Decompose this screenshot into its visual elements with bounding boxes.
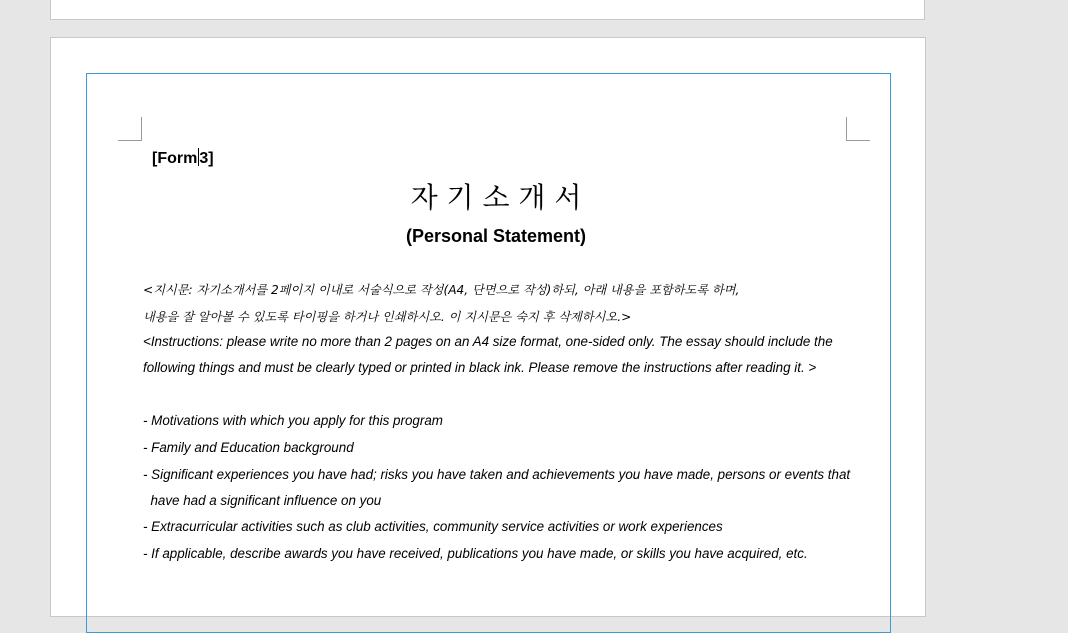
title-korean: 자 기 소 개 서 bbox=[410, 181, 582, 214]
instruction-english-line-1: <Instructions: please write no more than 2 pages on an A4 size format, one-sided only. The essay should include the bbox=[143, 334, 833, 349]
list-item: - If applicable, describe awards you have received, publications you have made, or skills you have acquired, etc. bbox=[143, 546, 808, 561]
form-label-prefix: [Form bbox=[152, 150, 198, 167]
previous-page bbox=[50, 0, 925, 20]
margin-corner-top-right bbox=[846, 117, 870, 141]
list-item: - Extracurricular activities such as club activities, community service activities or work experiences bbox=[143, 519, 723, 534]
form-label[interactable] bbox=[152, 148, 214, 168]
list-item: - Significant experiences you have had; risks you have taken and achievements you have made, persons or events that bbox=[143, 467, 851, 482]
instruction-korean-line-1: <지시문: 자기소개서를 2페이지 이내로 서술식으로 작성(A4, 단면으로 작성)하되, 아래 내용을 포함하도록 하며, bbox=[143, 283, 740, 297]
margin-corner-top-left bbox=[118, 117, 142, 141]
list-item: - Family and Education background bbox=[143, 440, 354, 455]
instruction-korean-line-2: 내용을 잘 알아볼 수 있도록 타이핑을 하거나 인쇄하시오. 이 지시문은 숙지 후 삭제하시오.> bbox=[143, 310, 632, 324]
list-item-continuation: have had a significant influence on you bbox=[143, 493, 382, 508]
title-english: (Personal Statement) bbox=[405, 226, 587, 246]
instruction-english-line-2: following things and must be clearly typed or printed in black ink. Please remove the instructions after reading it. > bbox=[143, 360, 817, 375]
document-page[interactable] bbox=[50, 37, 926, 617]
form-label-suffix: 3] bbox=[199, 150, 214, 167]
list-item: - Motivations with which you apply for this program bbox=[143, 413, 443, 428]
